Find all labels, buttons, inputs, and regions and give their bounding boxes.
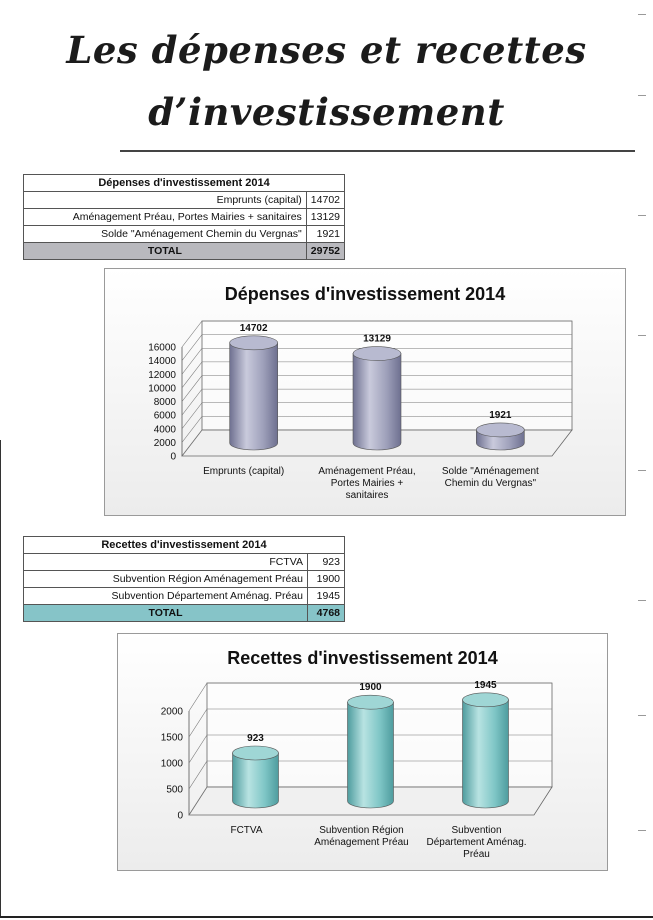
row-value: 1945 <box>308 588 345 605</box>
data-label: 1945 <box>474 679 497 691</box>
bar-top <box>348 695 394 709</box>
y-tick-label: 4000 <box>153 424 176 436</box>
total-value: 29752 <box>306 243 344 260</box>
x-tick-label: Portes Mairies + <box>330 478 404 489</box>
bar-body <box>463 700 509 808</box>
x-tick-label: Aménagement Préau <box>314 837 409 848</box>
y-tick-label: 10000 <box>148 383 176 395</box>
total-value: 4768 <box>308 605 345 622</box>
data-label: 923 <box>247 733 264 745</box>
x-tick-label: FCTVA <box>230 825 263 836</box>
bar-top <box>476 423 524 437</box>
bar-top <box>230 336 278 350</box>
row-label: Subvention Département Aménag. Préau <box>24 588 308 605</box>
y-tick-label: 8000 <box>153 397 176 408</box>
y-tick-label: 2000 <box>160 706 183 718</box>
page-title-line2: d’investissement <box>148 90 505 134</box>
data-label: 13129 <box>363 333 391 345</box>
bar <box>476 423 524 450</box>
scan-margin-tick <box>638 470 646 471</box>
chart-title: Recettes d'investissement 2014 <box>227 648 498 668</box>
x-tick-label: Solde "Aménagement <box>441 466 539 477</box>
bar-top <box>233 746 279 760</box>
bar <box>463 693 509 808</box>
x-tick-label: Subvention Région <box>319 825 404 836</box>
x-tick-label: sanitaires <box>345 490 389 501</box>
y-tick-label: 14000 <box>148 356 176 368</box>
row-value: 13129 <box>306 209 344 226</box>
scan-margin-tick <box>638 215 646 216</box>
x-tick-label: Aménagement Préau, <box>318 466 416 477</box>
recettes-chart <box>117 633 608 871</box>
bar-body <box>348 702 394 808</box>
row-value: 1921 <box>306 226 344 243</box>
chart-svg <box>117 633 608 871</box>
chart-title: Dépenses d'investissement 2014 <box>224 284 506 304</box>
recettes-table-header: Recettes d'investissement 2014 <box>24 537 345 554</box>
y-tick-label: 0 <box>170 451 176 463</box>
table-row <box>24 588 345 605</box>
table-row <box>24 192 345 209</box>
scan-margin-tick <box>638 715 646 716</box>
bar <box>348 695 394 808</box>
scan-margin-tick <box>638 95 646 96</box>
data-label: 14702 <box>239 322 268 334</box>
scan-margin-tick <box>638 830 646 831</box>
bar <box>233 746 279 808</box>
row-label: Emprunts (capital) <box>24 192 307 209</box>
x-tick-label: Préau <box>463 849 490 860</box>
y-tick-label: 0 <box>177 810 183 822</box>
chart-svg <box>104 268 626 516</box>
y-tick-label: 6000 <box>153 410 176 422</box>
bar-body <box>230 343 278 450</box>
bar-body <box>353 354 401 450</box>
table-row <box>24 571 345 588</box>
row-label: Subvention Région Aménagement Préau <box>24 571 308 588</box>
y-tick-label: 1500 <box>160 732 183 744</box>
bar <box>230 336 278 450</box>
scan-margin-tick <box>638 335 646 336</box>
total-row <box>24 605 345 622</box>
table-row <box>24 226 345 243</box>
total-row <box>24 243 345 260</box>
y-tick-label: 500 <box>166 784 183 796</box>
row-label: Solde "Aménagement Chemin du Vergnas" <box>24 226 307 243</box>
row-label: Aménagement Préau, Portes Mairies + sanitaires <box>24 209 307 226</box>
page-title-line1: Les dépenses et recettes <box>66 28 587 72</box>
scan-bottom-line <box>0 916 653 918</box>
data-label: 1900 <box>359 682 382 694</box>
scan-edge-line <box>0 440 1 918</box>
table-row <box>24 554 345 571</box>
row-label: FCTVA <box>24 554 308 571</box>
row-value: 923 <box>308 554 345 571</box>
depenses-chart <box>104 268 626 516</box>
scan-margin-tick <box>638 14 646 15</box>
y-tick-label: 2000 <box>153 437 176 449</box>
depenses-table-header: Dépenses d'investissement 2014 <box>24 175 345 192</box>
row-value: 14702 <box>306 192 344 209</box>
bar-top <box>353 347 401 361</box>
depenses-table <box>23 174 345 260</box>
y-tick-label: 1000 <box>160 758 183 770</box>
bar-body <box>233 753 279 808</box>
row-value: 1900 <box>308 571 345 588</box>
title-divider <box>120 150 635 152</box>
y-tick-label: 12000 <box>148 369 176 381</box>
bar <box>353 347 401 450</box>
x-tick-label: Emprunts (capital) <box>203 466 285 477</box>
total-label: TOTAL <box>24 605 308 622</box>
x-tick-label: Subvention <box>451 825 502 836</box>
recettes-table <box>23 536 345 622</box>
x-tick-label: Département Aménag. <box>426 837 527 848</box>
bar-top <box>463 693 509 707</box>
scan-margin-tick <box>638 600 646 601</box>
x-tick-label: Chemin du Vergnas" <box>444 478 537 489</box>
y-tick-label: 16000 <box>148 342 176 354</box>
table-row <box>24 209 345 226</box>
data-label: 1921 <box>489 409 512 421</box>
total-label: TOTAL <box>24 243 307 260</box>
